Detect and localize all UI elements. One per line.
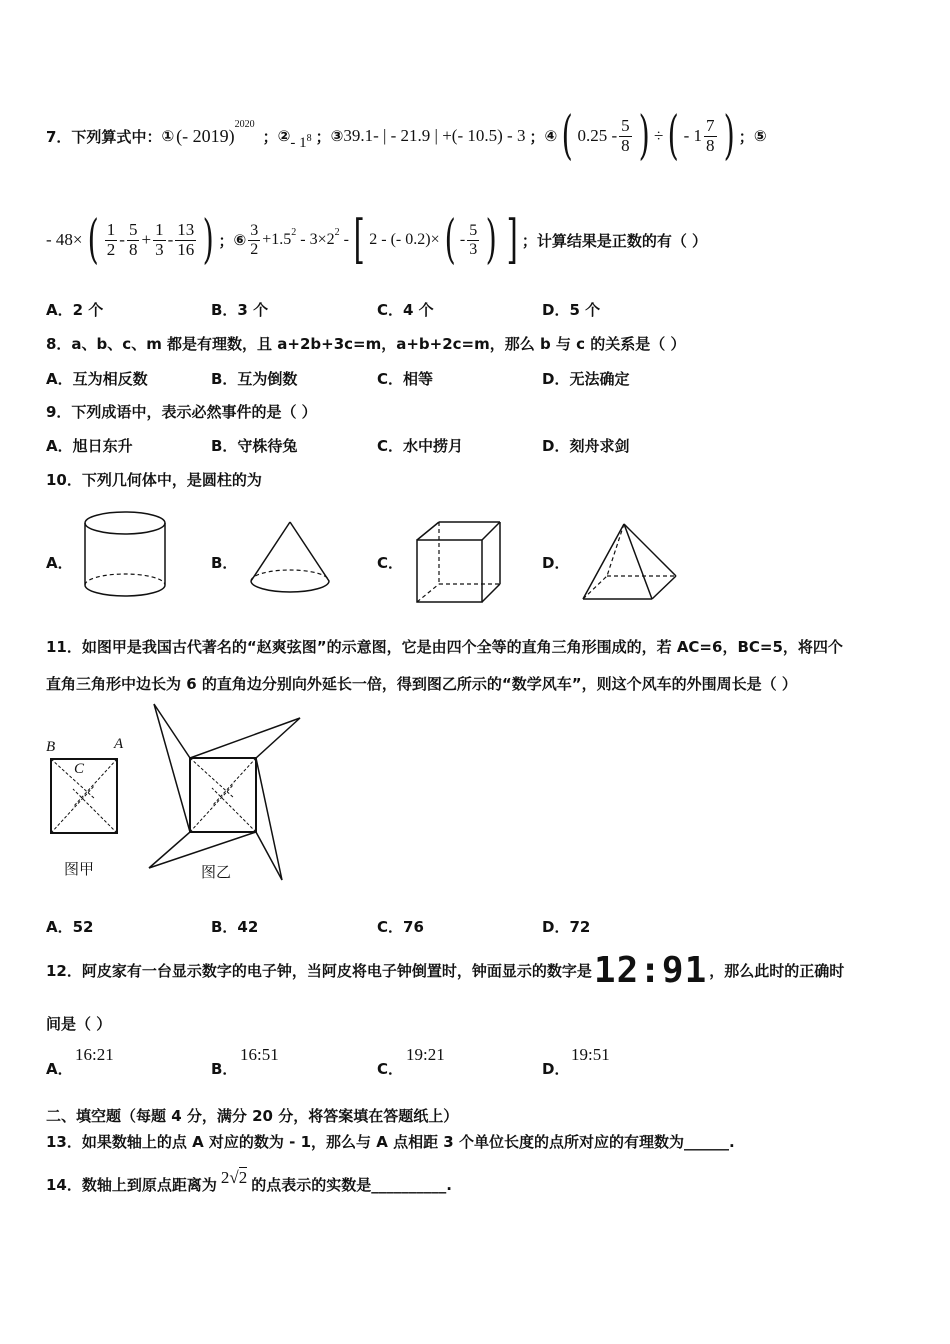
q7-expr-5 [46, 210, 219, 270]
cone-base-front [251, 581, 329, 592]
q14-post: 的点表示的实数是__________. [251, 1175, 452, 1194]
cylinder-bottom-front [85, 585, 165, 596]
q7-expr-5-f4-den: 16 [177, 239, 195, 259]
q14-pre: 14．数轴上到原点距离为 [46, 1175, 217, 1194]
q12-option-b[interactable] [211, 1045, 331, 1080]
q7-circle-6: ⑥ [233, 231, 247, 249]
q7-circle-5: ⑤ [753, 127, 767, 145]
q12-option-a-label: A． [46, 1060, 73, 1078]
q9-option-b[interactable]: B．守株待兔 [211, 437, 298, 455]
q7-tail: ；计算结果是正数的有（ ） [521, 231, 708, 250]
q12-option-d[interactable] [542, 1045, 662, 1080]
fig-jia-label-c: C [74, 761, 85, 777]
fig-jia-dash-1 [51, 759, 95, 799]
q14-sqrt-coef: 2 [220, 1168, 230, 1187]
q7-expr-4 [557, 106, 739, 166]
q11-option-c[interactable]: C．76 [377, 918, 424, 936]
q14-sqrt-sign: √ [229, 1168, 239, 1187]
q10-option-c[interactable]: C． [377, 554, 404, 572]
q7-expr-5-f2 [127, 221, 140, 259]
q7-expr-6-rbracket: ] [506, 210, 518, 270]
q7-expr-6-f-num: 3 [250, 221, 259, 239]
q7-sep-4: ； [738, 127, 754, 146]
q7-expr-6-g [467, 222, 479, 258]
q7-expr-2 [290, 133, 311, 152]
q7-option-c[interactable]: C．4 个 [377, 301, 434, 319]
q9-option-d[interactable]: D．刻舟求剑 [542, 437, 630, 455]
q12-option-c-label: C． [377, 1060, 404, 1078]
q7-circle-3: ③ [330, 127, 344, 145]
fig-jia-dash-4 [51, 785, 95, 833]
fig-yi-blade-right [190, 718, 300, 758]
q7-circle-2: ② [277, 127, 291, 145]
q7-expr-6-f [248, 222, 260, 258]
q14-sqrt-expr [221, 1168, 247, 1188]
q12-option-c-value: 19:21 [406, 1045, 445, 1064]
q8-option-d[interactable]: D．无法确定 [542, 370, 630, 388]
pyramid-edge-left [583, 524, 624, 599]
q7-expr-2-base: - 1 [290, 134, 307, 151]
q7-expr-4-rparen: ) [638, 106, 650, 166]
q7-expr-4-rparen2: ) [723, 106, 735, 166]
q7-expr-6-lbracket: [ [353, 210, 365, 270]
fig-yi-blade-bottom [256, 758, 282, 880]
q7-sep-3: ； [529, 127, 545, 146]
q7-option-a[interactable]: A．2 个 [46, 301, 104, 319]
q10-text: 10．下列几何体中，是圆柱的为 [46, 471, 262, 489]
q7-expr-5-f3-den: 3 [155, 239, 164, 259]
q7-expr-5-f3-num: 1 [155, 219, 164, 239]
fig-jia-label-b: B [46, 739, 56, 755]
q9-option-a[interactable]: A．旭日东升 [46, 437, 133, 455]
q7-expr-6-a: +1.5 [262, 231, 292, 248]
fig-yi-dash-2 [212, 758, 256, 806]
q7-line2 [46, 210, 707, 270]
q7-expr-4-frac-num: 5 [621, 115, 630, 135]
q12-option-d-value: 19:51 [571, 1045, 610, 1064]
q11-option-a[interactable]: A．52 [46, 918, 94, 936]
q8-option-b[interactable]: B．互为倒数 [211, 370, 298, 388]
cone-right-edge [290, 522, 329, 581]
fig-yi-blade-top [154, 704, 190, 832]
q12-text-b: ，那么此时的正确时 [709, 961, 845, 980]
q8-text: 8．a、b、c、m 都是有理数，且 a+2b+3c=m，a+b+2c=m，那么 b 与 c 的关系是（ ） [46, 335, 686, 353]
q12-option-b-value: 16:51 [240, 1045, 279, 1064]
q7-expr-4-div: ÷ [653, 126, 664, 145]
q7-expr-5-f1-den: 2 [106, 239, 116, 259]
q7-expr-5-f2-num: 5 [128, 219, 138, 239]
fig-jia-dash-2 [73, 759, 117, 807]
q8-option-a[interactable]: A．互为相反数 [46, 370, 148, 388]
q7-expr-5-f1-num: 1 [106, 219, 116, 239]
section-2-title: 二、填空题（每题 4 分，满分 20 分，将答案填在答题纸上） [46, 1107, 459, 1125]
q7-expr-6-g-num: 5 [469, 221, 478, 239]
q12-line2: 间是（ ） [46, 1015, 112, 1033]
cube-front-face [417, 540, 482, 602]
fig-yi-caption: 图乙 [201, 863, 232, 881]
q12-option-d-label: D． [542, 1060, 570, 1078]
q12-text-a: 12．阿皮家有一台显示数字的电子钟，当阿皮将电子钟倒置时，钟面显示的数字是 [46, 961, 592, 980]
q7-expr-6-d: 2 - (- 0.2)× [369, 231, 440, 248]
q7-expr-6-exp2: 2 [334, 226, 340, 238]
q7-expr-5-f4-num: 13 [177, 219, 195, 239]
q7-expr-4-a: 0.25 - [577, 126, 618, 145]
q7-expr-5-plus: + [141, 230, 152, 249]
fig-jia-caption: 图甲 [64, 860, 95, 878]
q7-expr-5-f4 [175, 221, 196, 259]
cube-br-diag [482, 584, 500, 602]
q11-line2: 直角三角形中边长为 6 的直角边分别向外延长一倍，得到图乙所示的“数学风车”，则这个风车的外围周长是（ ） [46, 675, 797, 693]
q7-expr-4-b: - 1 [683, 126, 702, 145]
pyramid-base-right [652, 576, 676, 599]
q7-expr-6-exp1: 2 [291, 226, 297, 238]
fig-jia-dash-3 [73, 789, 117, 833]
fig-yi-dash-1 [190, 758, 234, 798]
q7-line1 [46, 106, 767, 166]
q7-expr-2-exp: 8 [306, 132, 312, 144]
cube-tr-diag [482, 522, 500, 540]
q10-option-b[interactable]: B． [211, 554, 238, 572]
q12-option-a[interactable] [46, 1045, 166, 1080]
q7-expr-6-rparen: ) [485, 210, 497, 270]
fig-jia-square [51, 759, 117, 833]
q7-expr-4-lparen2: ( [667, 106, 680, 166]
q7-expr-4-frac-den: 8 [621, 135, 630, 155]
q12-line1 [46, 950, 844, 990]
q7-expr-6-g-den: 3 [469, 240, 478, 258]
q11-option-b[interactable]: B．42 [211, 918, 259, 936]
q7-sep-5: ； [218, 231, 234, 250]
cylinder-bottom-back [85, 574, 165, 585]
q10-option-a[interactable]: A． [46, 554, 73, 572]
pyramid-edge-right [624, 524, 676, 576]
q7-expr-4-frac2-num: 7 [706, 115, 715, 135]
q9-option-c[interactable]: C．水中捞月 [377, 437, 464, 455]
q7-expr-1 [176, 118, 255, 147]
q12-clock-display: 12:91 [593, 949, 708, 991]
q7-expr-6 [246, 210, 522, 270]
q7-expr-4-frac2 [704, 117, 717, 155]
fig-yi-dash-4 [190, 784, 234, 832]
q14-sqrt-radicand: 2 [238, 1168, 248, 1187]
q7-expr-6-c: - [339, 231, 349, 248]
q7-expr-5-f2-den: 8 [128, 239, 138, 259]
q14-line [46, 1166, 452, 1202]
q7-expr-5-f1 [105, 221, 118, 259]
cube-figure[interactable] [412, 518, 507, 608]
q7-expr-3: 39.1- | - 21.9 | +(- 10.5) - 3 [343, 126, 526, 145]
q7-circle-4: ④ [544, 127, 558, 145]
q7-expr-4-frac [619, 117, 632, 155]
q7-expr-5-f3 [153, 221, 166, 259]
q7-expr-1-base: (- 2019) [176, 125, 235, 146]
q7-expr-1-exp: 2020 [234, 118, 255, 130]
q7-sep-2: ； [315, 127, 331, 146]
q11-line1: 11．如图甲是我国古代著名的“赵爽弦图”的示意图，它是由四个全等的直角三角形围成的，若 AC=6，BC=5，将四个 [46, 638, 843, 656]
cylinder-figure[interactable] [80, 508, 170, 603]
q7-circle-1: ① [161, 127, 175, 145]
q12-option-b-label: B． [211, 1060, 238, 1078]
q7-expr-5-minus2: - [167, 230, 174, 249]
q7-expr-5-a: - 48× [46, 230, 83, 249]
q7-expr-5-lparen: ( [87, 210, 99, 270]
q7-expr-6-lparen: ( [444, 210, 456, 270]
cube-hidden-diag [417, 584, 439, 602]
cone-figure[interactable] [246, 518, 336, 603]
q11-option-d[interactable]: D．72 [542, 918, 591, 936]
q7-option-b[interactable]: B．3 个 [211, 301, 269, 319]
q7-expr-5-minus1: - [119, 230, 125, 249]
cylinder-top [85, 512, 165, 534]
q7-expr-5-rparen: ) [202, 210, 214, 270]
q9-text: 9．下列成语中，表示必然事件的是（ ） [46, 403, 317, 421]
q7-expr-6-f-den: 2 [250, 240, 259, 258]
q7-expr-4-lparen: ( [561, 106, 573, 166]
fig-yi-dash-3 [212, 788, 256, 832]
q12-option-a-value: 16:21 [75, 1045, 114, 1064]
cube-tl-diag [417, 522, 439, 540]
q7-option-d[interactable]: D．5 个 [542, 301, 601, 319]
q10-option-d[interactable]: D． [542, 554, 570, 572]
pyramid-hidden-left [583, 576, 607, 599]
q12-option-c[interactable] [377, 1045, 497, 1080]
q7-expr-4-frac2-den: 8 [706, 135, 715, 155]
fig-jia-label-a: A [114, 736, 124, 752]
q8-option-c[interactable]: C．相等 [377, 370, 434, 388]
q7-expr-6-e: - [459, 231, 466, 248]
pyramid-edge-front [624, 524, 652, 599]
q7-sep-1: ； [262, 127, 278, 146]
fig-yi-square [190, 758, 256, 832]
q7-expr-6-b: - 3×2 [296, 231, 335, 248]
pyramid-figure[interactable] [578, 520, 683, 605]
q7-lead: 7．下列算式中： [46, 127, 162, 146]
fig-yi [145, 700, 310, 885]
cone-left-edge [251, 522, 290, 581]
fig-jia [46, 755, 126, 840]
cone-base-back [251, 570, 329, 581]
q13-text: 13．如果数轴上的点 A 对应的数为 - 1，那么与 A 点相距 3 个单位长度的点所对应的有理数为______. [46, 1133, 735, 1151]
